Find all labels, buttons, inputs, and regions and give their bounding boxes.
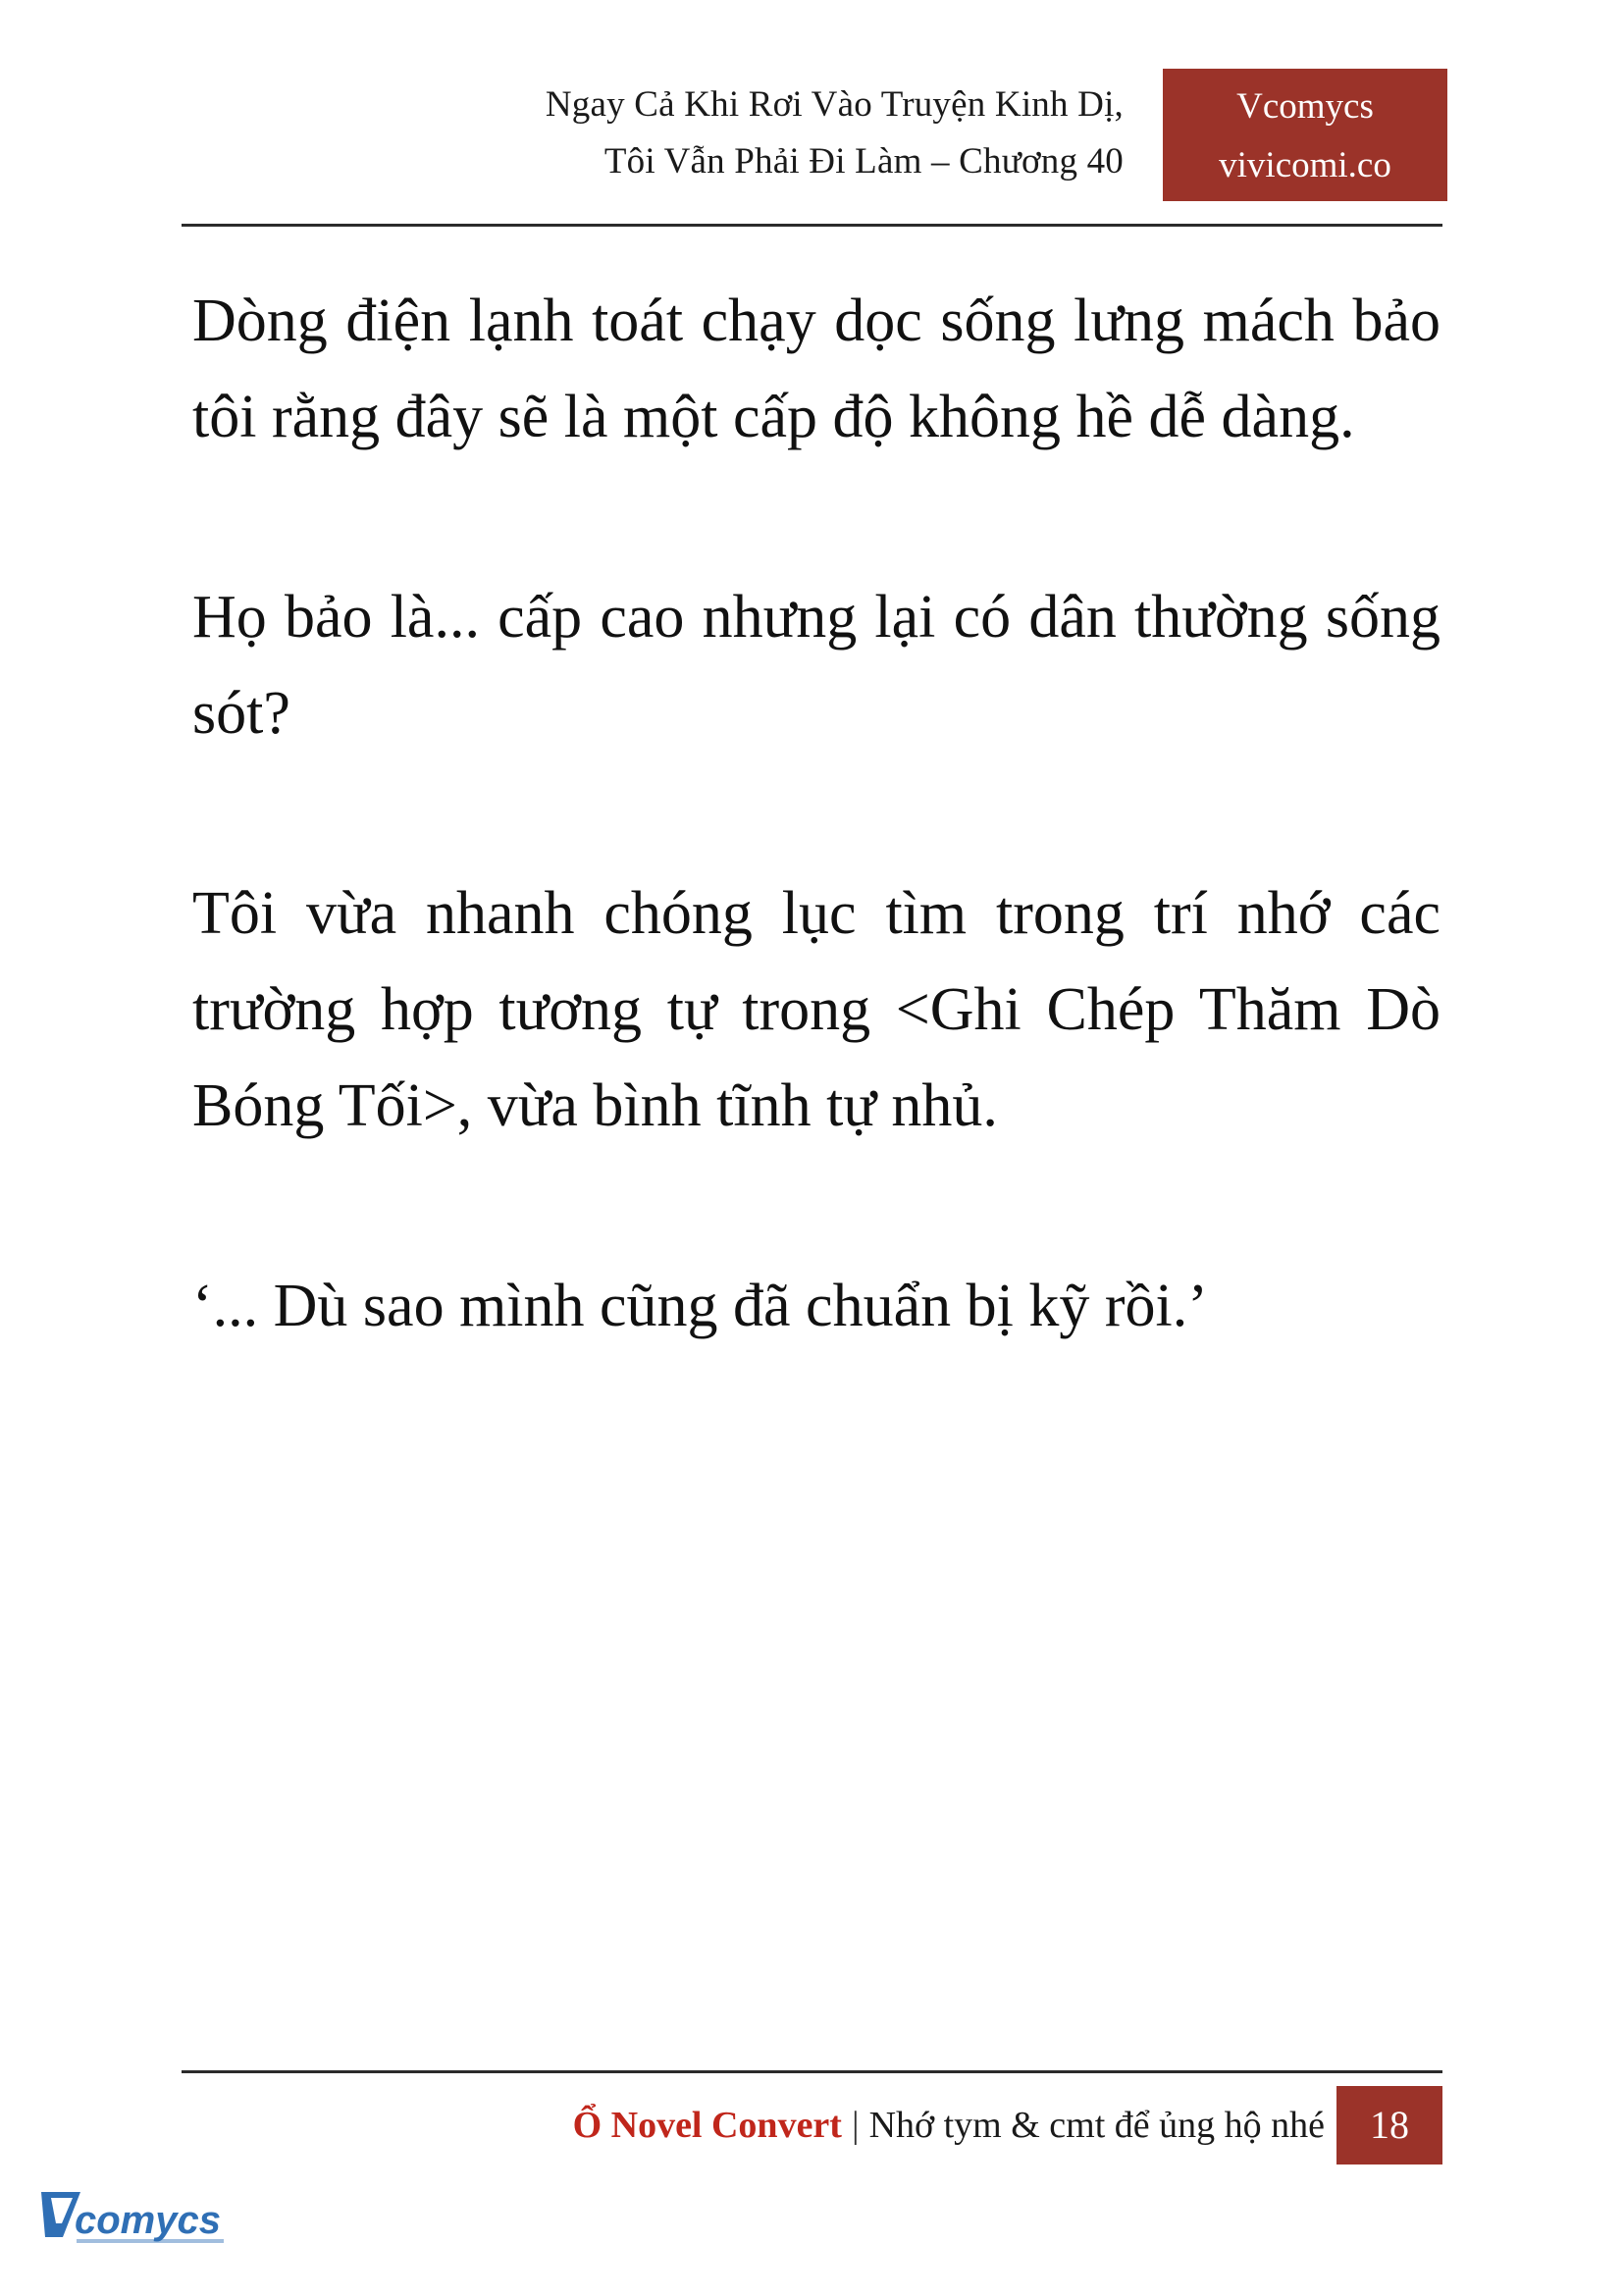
footer-credit: [573, 2090, 1325, 2161]
page-number-badge: 18: [1336, 2086, 1442, 2165]
paragraph: ‘... Dù sao mình cũng đã chuẩn bị kỹ rồi.’: [192, 1273, 1208, 1339]
page-footer: [182, 2090, 1442, 2161]
header-divider: [182, 224, 1442, 227]
site-badge-name: Vcomycs: [1236, 86, 1374, 127]
footer-divider: [182, 2070, 1442, 2073]
header-title-line-2: Tôi Vẫn Phải Đi Làm – Chương 40: [603, 141, 1124, 182]
header-title: [182, 77, 1124, 190]
page-header: [182, 77, 1442, 214]
footer-note: Nhớ tym & cmt để ủng hộ nhé: [868, 2105, 1325, 2146]
site-badge-url: vivicomi.co: [1219, 145, 1391, 185]
paragraph: Tôi vừa nhanh chóng lục tìm trong trí nhớ các trường hợp tương tự trong <Ghi Chép Thăm Dò Bóng Tối>, vừa bình tĩnh tự nhủ.: [192, 880, 1441, 1139]
svg-text:comycs: comycs: [75, 2199, 221, 2242]
vcomycs-watermark-logo: [37, 2180, 263, 2265]
paragraph: Họ bảo là... cấp cao nhưng lại có dân thường sống sót?: [192, 584, 1441, 747]
site-badge: [1163, 69, 1447, 201]
footer-brand: Ổ Novel Convert: [572, 2105, 842, 2146]
footer-separator: |: [851, 2105, 860, 2146]
paragraph: Dòng điện lạnh toát chạy dọc sống lưng mách bảo tôi rằng đây sẽ là một cấp độ không hề dễ dàng.: [192, 287, 1441, 450]
page-content: [192, 273, 1441, 1458]
header-title-line-1: Ngay Cả Khi Rơi Vào Truyện Kinh Dị,: [545, 84, 1124, 125]
